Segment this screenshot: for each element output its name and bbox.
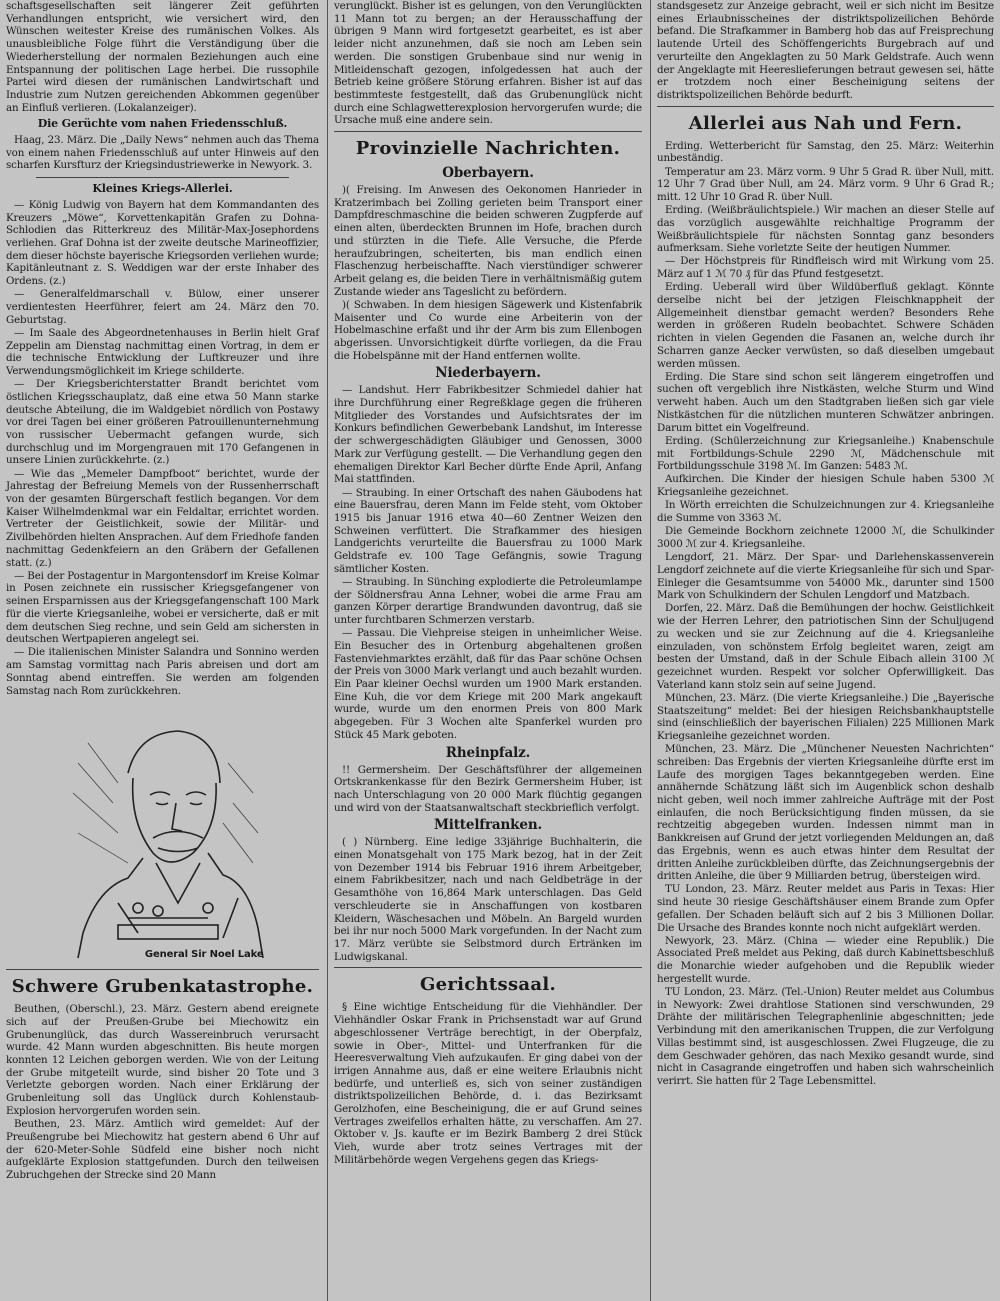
war-news-item: — Die italienischen Minister Salandra und Sonnino werden am Samstag vormittag nach Paris abreisen und dort am Sonntag abend eintreffen. Sie werden am folgenden Samstag nach Rom zurückkehren.	[6, 646, 319, 697]
rheinpfalz-heading: Rheinpfalz.	[445, 744, 531, 761]
local-news-item: Erding. (Schülerzeichnung zur Kriegsanleihe.) Knabenschule mit Fortbildungs-Schule 2290 ℳ, Mädchenschule mit Fortbildungsschule 3198 ℳ. Im Ganzen: 5483 ℳ.	[657, 434, 994, 473]
local-news-item: — Der Höchstpreis für Rindfleisch wird mit Wirkung vom 25. März auf 1 ℳ 70 ₰ für das Pfund festgesetzt.	[657, 255, 994, 281]
oberbayern-heading: Oberbayern.	[442, 165, 534, 182]
article-continuation: verunglückt. Bisher ist es gelungen, von den Verunglückten 11 Mann tot zu bergen; an der Herausschaffung der übrigen 9 Mann wird fortgesetzt gearbeitet, es ist aber leider nicht anzunehmen, daß sie noch am Leben sein werden. Die sonstigen Grubenbaue sind nur wenig in Mitleidenschaft gezogen, infolgedessen hat auch der Betrieb keine größere Störung erfahren. Bisher ist auf das bestimmteste festgestellt, daß das Grubenunglück nicht durch eine Schlagwetterexplosion hervorgerufen wurde; die Ursache muß eine andere sein.	[334, 0, 642, 127]
local-news-item: Erding. Die Stare sind schon seit längerem eingetroffen und suchen oft vergeblich ihre Nistkästen, welche Sturm und Wind verweht haben. Auch um den Stadtgraben ließen sich gar viele Nistkästchen für die nützlichen munteren Schwätzer anbringen. Darum bittet ein Vogelfreund.	[657, 370, 994, 434]
portrait-caption: General Sir Noel Lake	[144, 948, 264, 960]
kleines-kriegs-allerlei-heading: Kleines Kriegs-Allerlei.	[92, 182, 233, 196]
news-item: — Straubing. In Sünching explodierte die Petroleumlampe der Söldnersfrau Anna Lehner, wobei die arme Frau am ganzen Körper derartige Brandwunden davontrug, daß sie unter furchtbaren Schmerzen verstarb.	[334, 575, 642, 627]
rumors-heading: Die Gerüchte vom nahen Friedensschluß.	[37, 117, 288, 131]
local-news-item: Temperatur am 23. März vorm. 9 Uhr 5 Grad R. über Null, mitt. 12 Uhr 7 Grad über Null, am 24. März vorm. 9 Uhr 6 Grad R.; mitt. 12 Uhr 10 Grad R. über Null.	[657, 165, 994, 203]
column-middle	[327, 0, 648, 1301]
war-news-item: — Wie das „Memeler Dampfboot“ berichtet, wurde der Jahrestag der Befreiung Memels von der Russenherrschaft von der gesamten Bürgerschaft festlich begangen. Vor dem Kaiser Wilhelmdenkmal war ein Feldaltar, errichtet worden. Vertreter der Geistlichkeit, sowie der Militär- und Zivilbehörden hielten Ansprachen. Auf dem Friedhofe fanden nachmittag Gedenkfeiern an den Gräbern der Gefallenen statt. (z.)	[6, 467, 319, 569]
grubenkatastrophe-heading: Schwere Grubenkatastrophe.	[11, 976, 314, 998]
news-item: )( Freising. Im Anwesen des Oekonomen Hanrieder in Kratzerimbach bei Zolling gerieten beim Transport einer Dampfdreschmaschine die beiden schweren Zugpferde auf einen alten, überdeckten Brunnen im Hofe, brachen durch und stürzten in die Tiefe. Alle Versuche, die Pferde heraufzubringen, scheiterten, bis man endlich einen Flaschenzug herbeischaffte. Nach vierstündiger schwerer Arbeit gelang es, die beiden Tiere in verhältnismäßig gutem Zustande wieder ans Tageslicht zu befördern.	[334, 184, 642, 298]
local-news-item: Die Gemeinde Bockhorn zeichnete 12000 ℳ, die Schulkinder 3000 ℳ zur 4. Kriegsanleihe.	[657, 525, 994, 550]
news-item: — Passau. Die Viehpreise steigen in unheimlicher Weise. Ein Besucher des in Ortenburg abgehaltenen großen Fastenviehmarktes erzählt, daß für das Paar schöne Ochsen der Preis von 3000 Mark verlangt und auch bezahlt wurden. Ein Paar kleiner Oechsl wurden um 1900 Mark erstanden. Eine Kuh, die vor dem Kriege mit 200 Mark angekauft wurde, wurde um den enormen Preis von 800 Mark abgegeben. Für 3 Wochen alte Spanferkel wurden pro Stück 45 Mark geboten.	[334, 627, 642, 741]
local-news-item: Aufkirchen. Die Kinder der hiesigen Schule haben 5300 ℳ Kriegsanleihe gezeichnet.	[657, 473, 994, 499]
divider	[657, 106, 994, 107]
news-item: )( Schwaben. In dem hiesigen Sägewerk und Kistenfabrik Maisenter und Co wurde eine Arbeiterin von der Hobelmaschine erfaßt und ihr der Arm bis zum Ellenbogen abgerissen. Unvorsichtigkeit dürfte vorliegen, da die Frau die Hobelspänne mit der Hand entfernen wollte.	[334, 298, 642, 362]
court-item: § Eine wichtige Entscheidung für die Viehhändler. Der Viehhändler Oskar Frank in Prichsenstadt war auf Grund abgeschlossener Verträge berechtigt, in der Oberpfalz, sowie in Ober-, Mittel- und Unterfranken für die Heeresverwaltung Vieh aufzukaufen. Er ging dabei von der irrigen Annahme aus, daß er eine weitere Erlaubnis nicht bedürfe, und unterließ es, sich von seiner zuständigen distriktspolizeilichen Behörde, d. i. das Bezirksamt Gerolzhofen, eine Bescheinigung, die er auf Grund seines Vertrages zweifellos erhalten hätte, zu verschaffen. Am 27. Oktober v. Js. kaufte er im Bezirk Bamberg 2 drei Stück Vieh, wurde aber trotz seines Vertrages mit der Militärbehörde wegen Vergehens gegen das Kriegs-	[334, 1001, 642, 1166]
portrait-illustration	[58, 703, 268, 963]
local-news-item: Erding. Wetterbericht für Samstag, den 25. März: Weiterhin unbeständig.	[657, 139, 994, 165]
column-right	[650, 0, 1000, 1301]
article-continuation: schaftsgesellschaften seit längerer Zeit geführten Verhandlungen entspricht, wie versichert wird, den Wünschen weitester Kreise des rumänischen Volkes. Als unausbleibliche Folge führt die Verständigung über die Wiederherstellung der normalen Beziehungen auch eine Entspannung der politischen Lage herbei. Die russophile Partei wird diesen der rumänischen Landwirtschaft und Industrie zum Nutzen gereichenden Abkommen gegenüber an Einfluß verlieren. (Lokalanzeiger).	[6, 0, 319, 114]
general-portrait-drawing	[58, 703, 268, 963]
news-item: — Straubing. In einer Ortschaft des nahen Gäubodens hat eine Bauersfrau, deren Mann im Felde steht, vom Oktober 1915 bis Januar 1916 etwa 40—60 Zentner Weizen den Schweinen verfüttert. Die Strafkammer des hiesigen Landgerichts verurteilte die Bauersfrau zu 1000 Mark Geldstrafe ev. 100 Tage Gefängnis, sowie Tragung sämtlicher Kosten.	[334, 486, 642, 575]
mittelfranken-heading: Mittelfranken.	[433, 817, 543, 834]
divider	[334, 967, 642, 968]
news-item: ( ) Nürnberg. Eine ledige 33jährige Buchhalterin, die einen Monatsgehalt von 175 Mark bezog, hat in der Zeit von Dezember 1914 bis Februar 1916 ihrem Arbeitgeber, einem Fabrikbesitzer, nach und nach Geldbeträge in der Gesamthöhe von 16,864 Mark unterschlagen. Das Geld verschleuderte sie in Anschaffungen von kostbaren Kleidern, Wäschesachen und Möbeln. An Bargeld wurden bei ihr nur noch 5000 Mark vorgefunden. In der Nacht zum 17. März verübte sie Selbstmord durch Ertränken im Ludwigskanal.	[334, 836, 642, 963]
local-news-item: Erding. (Weißbräulichtspiele.) Wir machen an dieser Stelle auf das vorzüglich ausgewählte reichhaltige Programm der Weißbräulichtspiele für nächsten Sonntag ganz besonders aufmerksam. Siehe vorletzte Seite der heutigen Nummer.	[657, 204, 994, 255]
local-news-item: TU London, 23. März. (Tel.-Union) Reuter meldet aus Columbus in Newyork: Zwei drahtlose Stationen sind verschwunden, 29 Drähte der militärischen Telegraphenlinie abgeschnitten; jede Verbindung mit den amerikanischen Truppen, die zur Verfolgung Villas bestimmt sind, ist ausgeschlossen. Zwei Flugzeuge, die zu dem Geschwader gehören, das nach Mexiko gesandt wurde, sind nicht in Casagrande eingetroffen und haben sich wahrscheinlich verirrt. Sie hatten für 2 Tage Lebensmittel.	[657, 986, 994, 1087]
column-left	[0, 0, 325, 1301]
local-news-item: München, 23. März. (Die vierte Kriegsanleihe.) Die „Bayerische Staatszeitung“ meldet: Bei der hiesigen Reichsbankhauptstelle sind (einschließlich der bayerischen Filialen) 225 Millionen Mark Kriegsanleihe gezeichnet worden.	[657, 691, 994, 742]
war-news-item: — Generalfeldmarschall v. Bülow, einer unserer verdientesten Heerführer, feiert am 24. März den 70. Geburtstag.	[6, 288, 319, 326]
niederbayern-heading: Niederbayern.	[435, 365, 541, 382]
article-continuation: standsgesetz zur Anzeige gebracht, weil er sich nicht im Besitze eines Erlaubnisscheines der distriktspolizeilichen Behörde befand. Die Strafkammer in Bamberg hob das auf Freisprechung lautende Urteil des Schöffengerichts Burgebrach auf und verurteilte den Angeklagten zu 50 Mark Geldstrafe. Auch wenn der Angeklagte mit Heereslieferungen betraut gewesen sei, hätte er trotzdem noch einer Bescheinigung seitens der distriktspolizeilichen Behörde bedurft.	[657, 0, 994, 101]
provinzielle-nachrichten-heading: Provinzielle Nachrichten.	[355, 138, 621, 160]
war-news-item: — Der Kriegsberichterstatter Brandt berichtet vom östlichen Kriegsschauplatz, daß eine etwa 50 Mann starke deutsche Abteilung, die im Waldgebiet nördlich von Postawy vor drei Tagen bei einer größeren Patrouillenunternehmung von russischer Uebermacht gefangen wurde, sich durchschlug und im Morgengrauen mit 170 Gefangenen in unsere Linien zurückkehrte. (z.)	[6, 378, 319, 467]
grube-article-2: Beuthen, 23. März. Amtlich wird gemeldet: Auf der Preußengrube bei Miechowitz hat gestern abend 6 Uhr auf der 620-Meter-Sohle Südfeld eine bisher noch nicht aufgeklärte Explosion stattgefunden. Durch den teilweisen Zubruchgehen der Strecke sind 20 Mann	[6, 1118, 319, 1181]
allerlei-heading: Allerlei aus Nah und Fern.	[688, 112, 963, 134]
grube-article-1: Beuthen, (Oberschl.), 23. März. Gestern abend ereignete sich auf der Preußen-Grube bei Miechowitz ein Grubenunglück, das durch Wassereinbruch verursacht wurde. 42 Mann wurden abgeschnitten. Bis heute morgen konnten 12 Leichen geborgen werden. Wie von der Leitung der Grube mitgeteilt wurde, sind bisher 20 Tote und 3 Verletzte geborgen worden. Nach einer Erklärung der Grubenleitung soll das Unglück durch Kohlenstaub-Explosion hervorgerufen worden sein.	[6, 1003, 319, 1117]
local-news-item: Erding. Ueberall wird über Wildüberfluß geklagt. Könnte derselbe nicht bei der jetzigen Fleischknappheit der Allgemeinheit dienstbar gemacht werden? Besonders Rehe werden in größeren Rudeln beobachtet. Schwere Schäden richten in vielen Gegenden die Fasanen an, welche durch ihr Scharren ganze Aecker verwüsten, so daß dieselben umgebaut werden müssen.	[657, 281, 994, 370]
rumors-text: Haag, 23. März. Die „Daily News“ nehmen auch das Thema von einem nahen Friedensschluß auf unter Hinweis auf den scharfen Kursfturz der Kriegsindustriewerke in Newyork. 3.	[6, 134, 319, 172]
local-news-item: In Wörth erreichten die Schulzeichnungen zur 4. Kriegsanleihe die Summe von 3363 ℳ.	[657, 499, 994, 525]
divider	[36, 177, 289, 178]
local-news-item: Dorfen, 22. März. Daß die Bemühungen der hochw. Geistlichkeit wie der Herren Lehrer, den patriotischen Sinn der Schuljugend zu wecken und sie zur Zeichnung auf die 4. Kriegsanleihe einzuladen, von schönstem Erfolg begleitet waren, zeigt am besten der Umstand, daß in der Schule Eibach allein 3100 ℳ gezeichnet wurden. Respekt vor solcher Opferwilligkeit. Das Vaterland kann stolz sein auf seine Jugend.	[657, 602, 994, 691]
divider	[334, 131, 642, 132]
local-news-item: Lengdorf, 21. März. Der Spar- und Darlehenskassenverein Lengdorf zeichnete auf die vierte Kriegsanleihe für sich und Spar-Einleger die Gesamtsumme von 54000 Mk., darunter sind 1500 Mark von Schulkindern der Schulen Lengdorf und Matzbach.	[657, 551, 994, 602]
war-news-item: — Im Saale des Abgeordnetenhauses in Berlin hielt Graf Zeppelin am Dienstag nachmittag einen Vortrag, in dem er die technische Entwicklung der Luftkreuzer und ihre Verwendungsmöglichkeit im Kriege schilderte.	[6, 326, 319, 377]
local-news-item: Newyork, 23. März. (China — wieder eine Republik.) Die Associated Preß meldet aus Peking, daß durch Kabinettsbeschluß die Monarchie wieder aufgehoben und die Republik wieder hergestellt wurde.	[657, 934, 994, 985]
local-news-item: TU London, 23. März. Reuter meldet aus Paris in Texas: Hier sind heute 30 riesige Geschäftshäuser einem Brande zum Opfer gefallen. Der Schaden beläuft sich auf 2 bis 3 Millionen Dollar. Die Ursache des Brandes konnte noch nicht aufgeklärt werden.	[657, 883, 994, 934]
local-news-item: München, 23. März. Die „Münchener Neuesten Nachrichten“ schreiben: Das Ergebnis der vierten Kriegsanleihe dürfte erst im Laufe des morgigen Tages bekanntgegeben werden. Eine annähernde Schätzung läßt sich im Augenblick schon deshalb nicht geben, weil noch immer zahlreiche Aufträge mit der Post einlaufen, die noch Berücksichtigung finden müssen, da sie rechtzeitig abgegeben wurden. Indessen nimmt man in Bankkreisen auf Grund der jetzt vorliegenden Meldungen an, daß das Ergebnis, wenn es auch etwas hinter dem Resultat der dritten Anleihe zurückbleiben dürfte, das Zeichnungsergebnis der dritten Anleihe, die über 9 Milliarden betrug, übersteigen wird.	[657, 743, 994, 883]
news-item: — Landshut. Herr Fabrikbesitzer Schmiedel dahier hat ihre Durchführung einer Regreßklage gegen die früheren Mitglieder des Vorstandes und Aufsichtsrates der im Konkurs befindlichen Gewerbebank Landshut, im Interesse der schwergeschädigten Gläubiger und Genossen, 3000 Mark zur Verfügung gestellt. — Die Verhandlung gegen den ehemaligen Direktor Karl Becher dürfte Ende April, Anfang Mai stattfinden.	[334, 384, 642, 486]
news-item: !! Germersheim. Der Geschäftsführer der allgemeinen Ortskrankenkasse für den Bezirk Germersheim Huber, ist nach Unterschlagung von 20 000 Mark flüchtig gegangen und wird von der Staatsanwaltschaft steckbrieflich verfolgt.	[334, 763, 642, 814]
war-news-item: — Bei der Postagentur in Margontensdorf im Kreise Kolmar in Posen zeichnete ein russischer Kriegsgefangener von seinen Ersparnissen aus der Kriegsgefangenschaft 100 Mark für die vierte Kriegsanleihe, wobei er versicherte, daß er mit dem deutschen Sieg rechne, und sein Geld am sichersten in deutschen Wertpapieren angelegt sei.	[6, 569, 319, 646]
war-news-item: — König Ludwig von Bayern hat dem Kommandanten des Kreuzers „Möwe“, Korvettenkapitän Grafen zu Dohna-Schlodien das Ritterkreuz des Militär-Max-Josephordens verliehen. Graf Dohna ist der zweite deutsche Marineoffizier, dem dieser höchste bayerische Kriegsorden verliehen wurde; Kapitänleutnant z. S. Weddigen war der erste Inhaber des Ordens. (z.)	[6, 198, 319, 288]
gerichtssaal-heading: Gerichtssaal.	[419, 974, 557, 996]
divider	[6, 969, 319, 970]
